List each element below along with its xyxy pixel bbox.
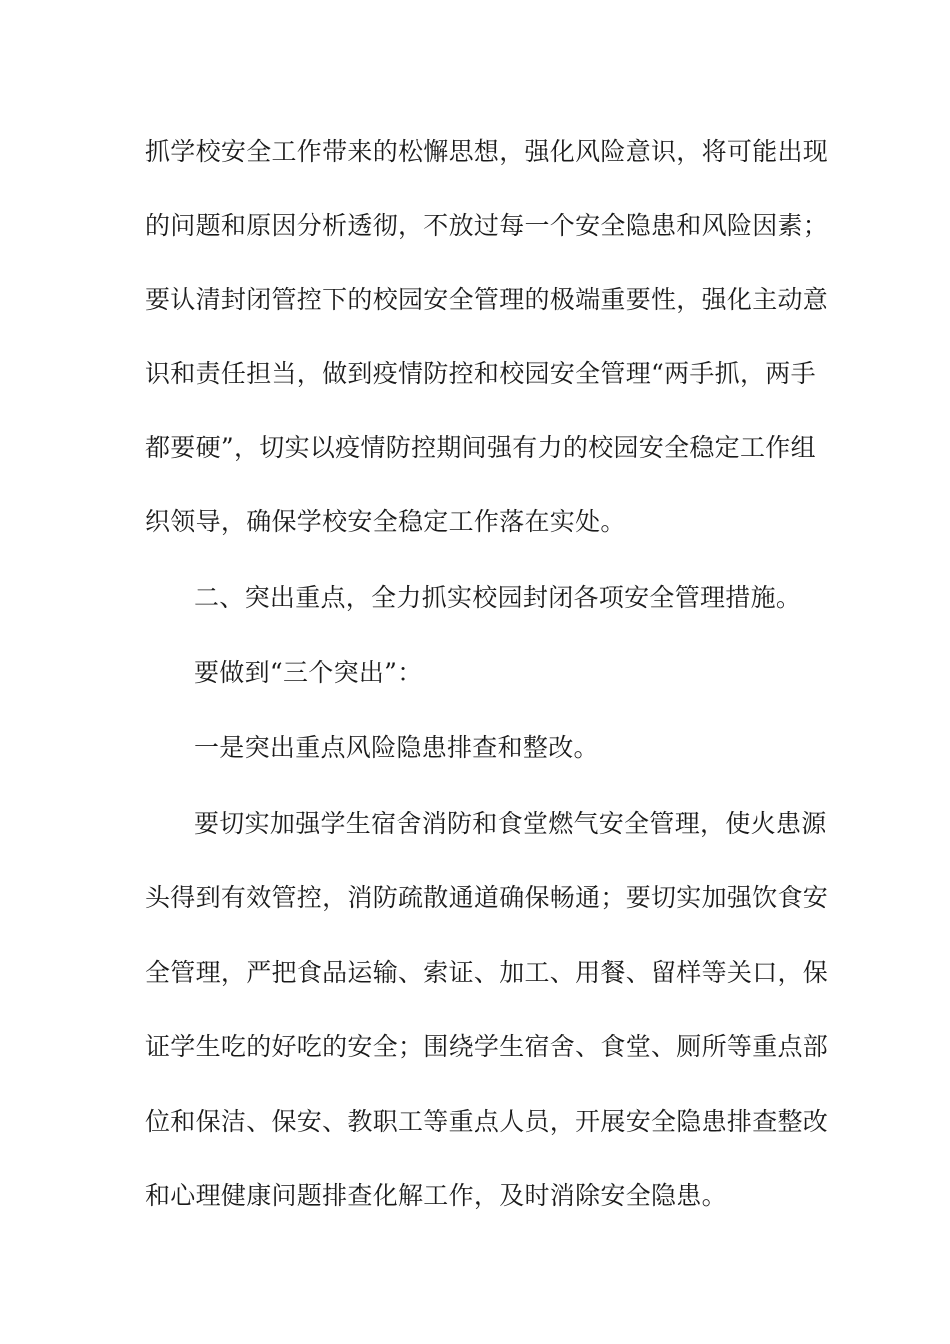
section-heading: 二、突出重点，全力抓实校园封闭各项安全管理措施。 (194, 583, 802, 612)
body-text-line: 识和责任担当，做到疫情防控和校园安全管理“两手抓，两手 (145, 359, 816, 388)
body-text-line: 和心理健康问题排查化解工作，及时消除安全隐患。 (145, 1181, 727, 1210)
body-text-line: 位和保洁、保安、教职工等重点人员，开展安全隐患排查整改 (145, 1107, 829, 1136)
body-text-line: 的问题和原因分析透彻，不放过每一个安全隐患和风险因素； (145, 211, 829, 240)
body-text-line: 要认清封闭管控下的校园安全管理的极端重要性，强化主动意 (145, 285, 829, 314)
body-text-line: 都要硬”，切实以疫情防控期间强有力的校园安全稳定工作组 (145, 433, 816, 462)
body-text-line: 头得到有效管控，消防疏散通道确保畅通；要切实加强饮食安 (145, 883, 829, 912)
body-text-line: 证学生吃的好吃的安全；围绕学生宿舍、食堂、厕所等重点部 (145, 1032, 829, 1061)
body-text-line: 要切实加强学生宿舍消防和食堂燃气安全管理，使火患源 (194, 809, 827, 838)
body-text-line: 织领导，确保学校安全稳定工作落在实处。 (145, 507, 626, 536)
paragraph-intro: 要做到“三个突出”： (194, 658, 423, 687)
body-text-line: 全管理，严把食品运输、索证、加工、用餐、留样等关口，保 (145, 958, 829, 987)
body-text-line: 抓学校安全工作带来的松懈思想，强化风险意识，将可能出现 (145, 137, 829, 166)
subsection-heading: 一是突出重点风险隐患排查和整改。 (194, 733, 599, 762)
